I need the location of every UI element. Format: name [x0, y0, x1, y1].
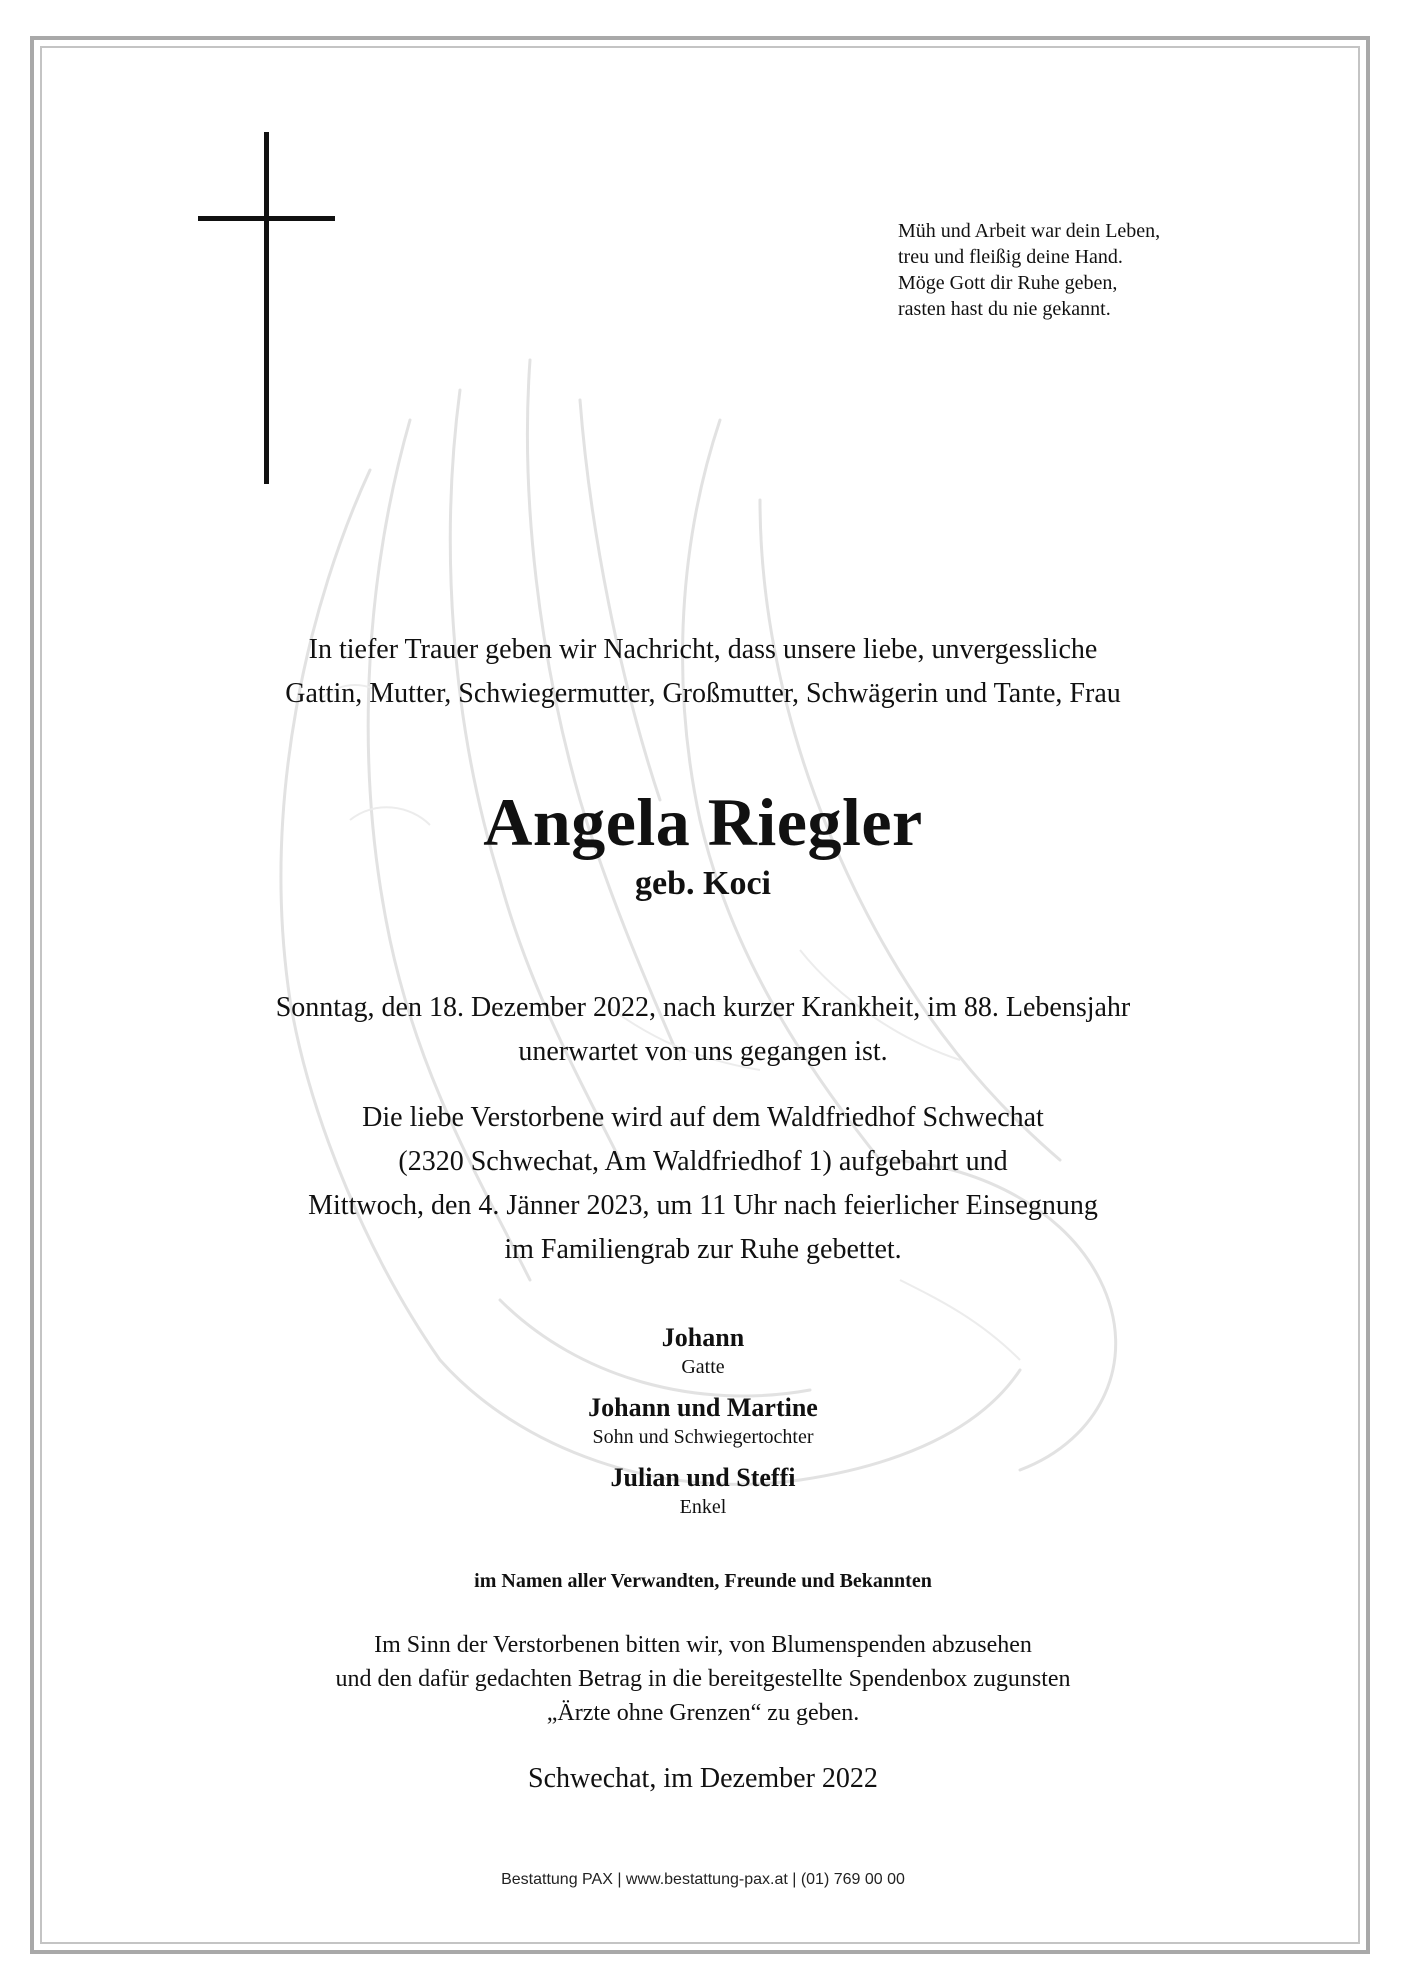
death-line: unerwartet von uns gegangen ist.	[518, 1036, 888, 1067]
cross-symbol	[198, 132, 338, 484]
mourner-name: Johann	[661, 1323, 745, 1352]
memorial-poem	[898, 218, 1198, 322]
poem-line: rasten hast du nie gekannt.	[898, 298, 1111, 320]
donation-request	[100, 1628, 1306, 1730]
death-notice	[100, 986, 1306, 1074]
deceased-name: Angela Riegler	[483, 784, 923, 860]
mourner-name: Johann und Martine	[588, 1393, 818, 1422]
donation-line: „Ärzte ohne Grenzen“ zu geben.	[546, 1700, 860, 1726]
cross-vertical-bar	[264, 132, 269, 484]
announcement-intro	[100, 628, 1306, 716]
mourner-entry	[100, 1322, 1306, 1380]
poem-line: treu und fleißig deine Hand.	[898, 246, 1123, 268]
mourner-entry	[100, 1462, 1306, 1520]
poem-line: Müh und Arbeit war dein Leben,	[898, 220, 1161, 242]
funeral-home-footer: Bestattung PAX | www.bestattung-pax.at | (01) 769 00 00	[501, 1871, 905, 1888]
funeral-line: Die liebe Verstorbene wird auf dem Waldfriedhof Schwechat	[362, 1102, 1044, 1133]
place-and-date: Schwechat, im Dezember 2022	[528, 1763, 878, 1794]
mourner-relation: Gatte	[681, 1356, 725, 1378]
mourner-entry	[100, 1392, 1306, 1450]
intro-line: In tiefer Trauer geben wir Nachricht, dass unsere liebe, unvergessliche	[308, 634, 1098, 665]
mourners-list	[100, 1322, 1306, 1532]
funeral-details	[100, 1096, 1306, 1272]
poem-line: Möge Gott dir Ruhe geben,	[898, 272, 1118, 294]
donation-line: und den dafür gedachten Betrag in die bereitgestellte Spendenbox zugunsten	[335, 1666, 1071, 1692]
cross-horizontal-bar	[198, 216, 335, 221]
intro-line: Gattin, Mutter, Schwiegermutter, Großmutter, Schwägerin und Tante, Frau	[285, 678, 1121, 709]
death-line: Sonntag, den 18. Dezember 2022, nach kurzer Krankheit, im 88. Lebensjahr	[275, 992, 1131, 1023]
donation-line: Im Sinn der Verstorbenen bitten wir, von Blumenspenden abzusehen	[374, 1632, 1032, 1658]
mourner-relation: Sohn und Schwiegertochter	[592, 1426, 814, 1448]
relatives-note: im Namen aller Verwandten, Freunde und Bekannten	[474, 1570, 932, 1592]
maiden-name: geb. Koci	[635, 865, 771, 902]
funeral-line: im Familiengrab zur Ruhe gebettet.	[504, 1234, 902, 1265]
mourner-name: Julian und Steffi	[610, 1463, 796, 1492]
funeral-line: (2320 Schwechat, Am Waldfriedhof 1) aufgebahrt und	[398, 1146, 1008, 1177]
mourner-relation: Enkel	[679, 1496, 727, 1518]
funeral-line: Mittwoch, den 4. Jänner 2023, um 11 Uhr nach feierlicher Einsegnung	[308, 1190, 1098, 1221]
